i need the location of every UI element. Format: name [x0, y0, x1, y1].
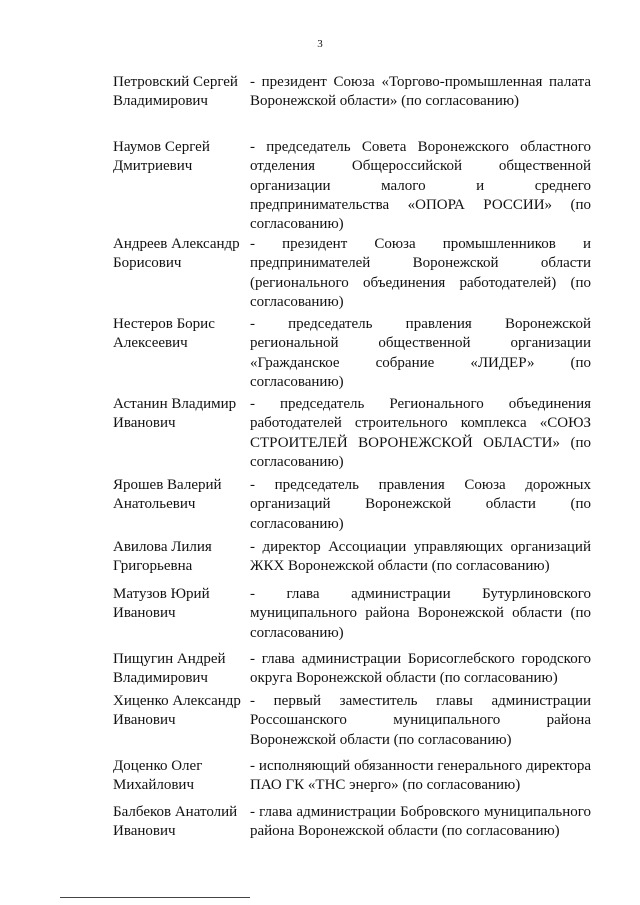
member-name — [113, 315, 248, 354]
member-name — [113, 692, 248, 731]
member-name — [113, 235, 248, 274]
member-surname-first-name: Доценко Олег — [113, 758, 203, 774]
member-role: - председатель правления Союза дорожных организаций Воронежской области (по согласованию) — [250, 477, 591, 532]
member-patronymic: Михайлович — [113, 777, 194, 794]
member-role: - директор Ассоциации управляющих организаций ЖКХ Воронежской области (по согласованию) — [250, 539, 591, 575]
page-number: 3 — [317, 38, 323, 50]
member-patronymic: Иванович — [113, 415, 176, 432]
member-name — [113, 757, 248, 796]
member-patronymic: Владимирович — [113, 670, 208, 687]
member-surname-first-name: Пищугин Андрей — [113, 651, 226, 667]
member-role: - президент Союза «Торгово-промышленная палата Воронежской области» (по согласованию) — [250, 74, 591, 110]
member-role: - председатель правления Воронежской региональной общественной организации «Гражданское собрание «ЛИДЕР» (по согласованию) — [250, 316, 591, 390]
member-surname-first-name: Нестеров Борис — [113, 316, 215, 332]
member-surname-first-name: Балбеков Анатолий — [113, 804, 238, 820]
member-patronymic: Иванович — [113, 823, 176, 840]
footnote-divider — [60, 897, 250, 898]
member-role: - председатель Совета Воронежского областного отделения Общероссийской общественной организации малого и среднего предпринимательства «ОПОРА РОССИИ» (по согласованию) — [250, 139, 591, 233]
member-surname-first-name: Астанин Владимир — [113, 396, 237, 412]
member-name — [113, 650, 248, 689]
member-name — [113, 476, 248, 515]
member-name — [113, 538, 248, 577]
member-role: - глава администрации Бутурлиновского муниципального района Воронежской области (по согласованию) — [250, 586, 591, 641]
member-role: - глава администрации Борисоглебского городского округа Воронежской области (по согласованию) — [250, 651, 591, 687]
member-patronymic: Борисович — [113, 255, 182, 272]
member-patronymic: Дмитриевич — [113, 158, 193, 175]
member-surname-first-name: Петровский Сергей — [113, 74, 238, 90]
member-patronymic: Григорьевна — [113, 558, 193, 575]
member-patronymic: Алексеевич — [113, 335, 188, 352]
member-name — [113, 73, 248, 112]
member-name — [113, 138, 248, 177]
member-patronymic: Владимирович — [113, 93, 208, 110]
member-role: - президент Союза промышленников и предпринимателей Воронежской области (регионального объединения работодателей) (по согласованию) — [250, 236, 591, 310]
member-role: - председатель Регионального объединения работодателей строительного комплекса «СОЮЗ СТРОИТЕЛЕЙ ВОРОНЕЖСКОЙ ОБЛАСТИ» (по согласованию) — [250, 396, 591, 470]
member-role: - первый заместитель главы администрации Россошанского муниципального района Воронежской области (по согласованию) — [250, 693, 591, 748]
member-name — [113, 803, 248, 842]
member-surname-first-name: Авилова Лилия — [113, 539, 212, 555]
member-name — [113, 395, 248, 434]
member-surname-first-name: Андреев Александр — [113, 236, 240, 252]
member-name — [113, 585, 248, 624]
member-surname-first-name: Наумов Сергей — [113, 139, 210, 155]
member-role: - исполняющий обязанности генерального директора ПАО ГК «ТНС энерго» (по согласованию) — [250, 758, 591, 794]
member-surname-first-name: Хиценко Александр — [113, 693, 241, 709]
member-patronymic: Иванович — [113, 712, 176, 729]
member-patronymic: Иванович — [113, 605, 176, 622]
member-surname-first-name: Ярошев Валерий — [113, 477, 222, 493]
member-surname-first-name: Матузов Юрий — [113, 586, 210, 602]
member-role: - глава администрации Бобровского муниципального района Воронежской области (по согласованию) — [250, 804, 591, 840]
member-patronymic: Анатольевич — [113, 496, 196, 513]
